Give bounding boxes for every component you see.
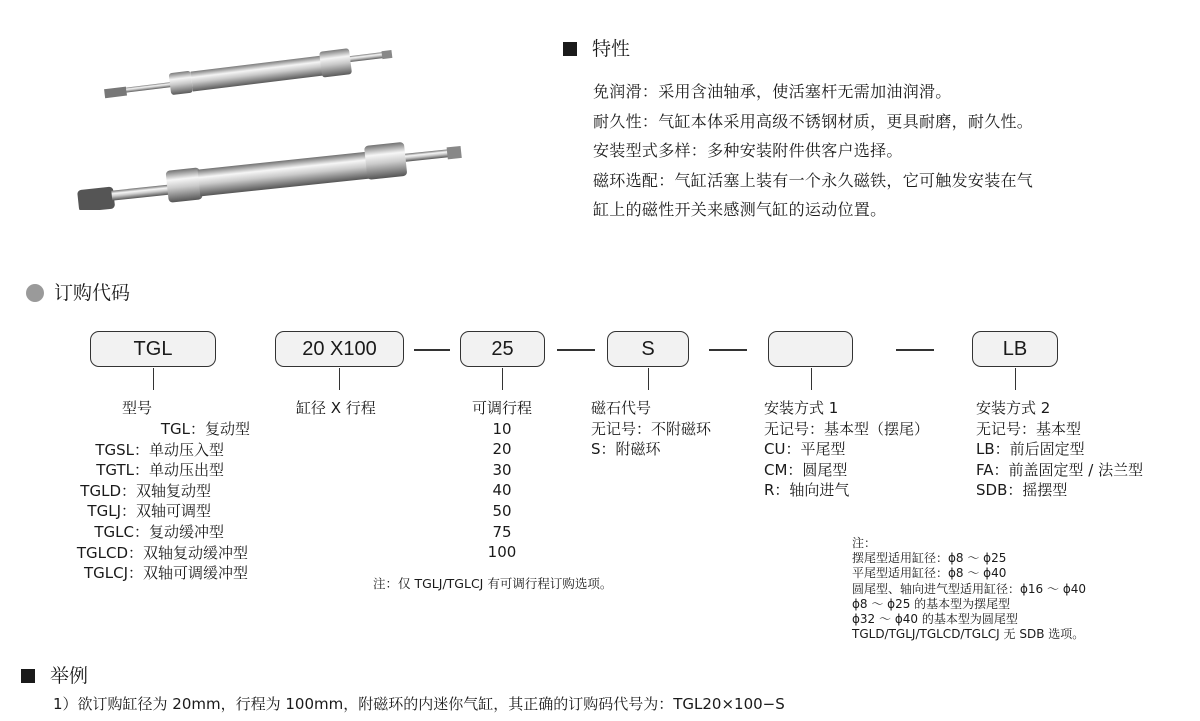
model-item: TGLCJ：双轴可调缓冲型	[83, 564, 248, 583]
features-list	[593, 77, 1033, 225]
mount-note-line: 圆尾型、轴向进气型适用缸径：ϕ16 ～ ϕ40	[852, 581, 1087, 596]
connector-line	[502, 368, 503, 390]
mount2-col	[976, 398, 1143, 501]
mount2-item: LB：前后固定型	[976, 440, 1085, 459]
cylinder-photo-large	[70, 130, 470, 210]
magnet-item: 无记号：不附磁环	[591, 419, 712, 438]
adjustable-stroke-heading: 可调行程	[471, 399, 532, 417]
connector-line	[811, 368, 812, 390]
stroke-item: 20	[492, 440, 512, 459]
model-item: TGL：复动型	[160, 420, 250, 438]
code-box-magnet: S	[607, 331, 689, 367]
mount-note-line: TGLD/TGLJ/TGLCD/TGLCJ 无 SDB 选项。	[852, 627, 1085, 642]
separator-dash	[557, 349, 595, 351]
bore-stroke-heading: 缸径 X 行程	[296, 399, 376, 417]
section-bullet-square	[21, 669, 35, 683]
mount1-item: CM：圆尾型	[764, 460, 848, 479]
code-box-model: TGL	[90, 331, 216, 367]
model-item: TGSL：单动压入型	[95, 440, 224, 459]
cylinder-photo-small	[95, 40, 400, 105]
example-title: 举例	[50, 665, 89, 687]
model-heading-wrap	[0, 398, 152, 419]
stroke-item: 75	[492, 522, 512, 541]
model-list	[60, 419, 260, 584]
stroke-item: 40	[492, 481, 512, 500]
stroke-item: 50	[492, 501, 512, 520]
connector-line	[339, 368, 340, 390]
section-bullet-square	[563, 42, 577, 56]
model-item: TGTL：单动压出型	[96, 461, 224, 480]
mount1-item: 无记号：基本型（摆尾）	[764, 419, 930, 438]
code-box-bore-stroke: 20 X100	[275, 331, 404, 367]
code-box-mount-1	[768, 331, 853, 367]
magnet-col	[591, 398, 711, 460]
mount1-heading: 安装方式 1	[764, 399, 839, 417]
feature-line: 耐久性：气缸本体采用高级不锈钢材质，更具耐磨，耐久性。	[593, 111, 1034, 131]
separator-dash	[709, 349, 747, 351]
ordering-title: 订购代码	[54, 282, 131, 304]
adjustable-stroke-note: 注：仅 TGLJ/TGLCJ 有可调行程订购选项。	[373, 576, 613, 591]
feature-line: 安装型式多样：多种安装附件供客户选择。	[593, 141, 903, 160]
code-box-mount-2: LB	[972, 331, 1058, 367]
magnet-heading: 磁石代号	[591, 399, 652, 417]
stroke-item: 100	[487, 543, 517, 562]
separator-dash	[896, 349, 934, 351]
model-item: TGLC：复动缓冲型	[94, 522, 224, 541]
example-line: 1）欲订购缸径为 20mm，行程为 100mm，附磁环的内迷你气缸，其正确的订购码代号为：TGL20×100−S	[53, 695, 785, 713]
feature-line: 磁环选配：气缸活塞上装有一个永久磁铁，它可触发安装在气	[593, 170, 1034, 190]
connector-line	[1015, 368, 1016, 390]
mount-note-line: 平尾型适用缸径：ϕ8 ～ ϕ40	[852, 566, 1007, 581]
mount2-heading: 安装方式 2	[976, 399, 1051, 417]
stroke-item: 10	[492, 419, 512, 438]
mount-notes	[852, 536, 1086, 642]
bore-stroke-col	[296, 398, 376, 419]
mount-note-line: ϕ32 ～ ϕ40 的基本型为圆尾型	[852, 611, 1018, 626]
mount1-item: R：轴向进气	[764, 481, 850, 500]
mount-note-line: ϕ8 ～ ϕ25 的基本型为摆尾型	[852, 596, 1011, 611]
mount2-item: SDB：摇摆型	[976, 481, 1068, 500]
features-title: 特性	[592, 38, 631, 60]
separator-dash	[414, 349, 450, 351]
model-item: TGLCD：双轴复动缓冲型	[76, 543, 248, 562]
connector-line	[153, 368, 154, 390]
feature-line: 免润滑：采用含油轴承，使活塞杆无需加油润滑。	[593, 82, 952, 101]
mount2-item: 无记号：基本型	[976, 419, 1082, 438]
mount1-col	[764, 398, 929, 501]
model-heading: 型号	[121, 399, 152, 417]
model-item: TGLD：双轴复动型	[80, 481, 211, 500]
model-item: TGLJ：双轴可调型	[87, 502, 211, 521]
magnet-item: S：附磁环	[591, 440, 661, 459]
mount2-item: FA：前盖固定型 / 法兰型	[976, 460, 1144, 479]
mount1-item: CU：平尾型	[764, 440, 846, 459]
section-bullet-dot	[26, 284, 44, 302]
mount-note-line: 注：	[852, 536, 877, 550]
connector-line	[648, 368, 649, 390]
mount-note-line: 摆尾型适用缸径：ϕ8 ～ ϕ25	[852, 551, 1007, 566]
feature-line: 缸上的磁性开关来感测气缸的运动位置。	[593, 200, 887, 219]
stroke-item: 30	[492, 460, 512, 479]
code-box-adjustable-stroke: 25	[460, 331, 545, 367]
adjustable-stroke-col	[452, 398, 552, 563]
